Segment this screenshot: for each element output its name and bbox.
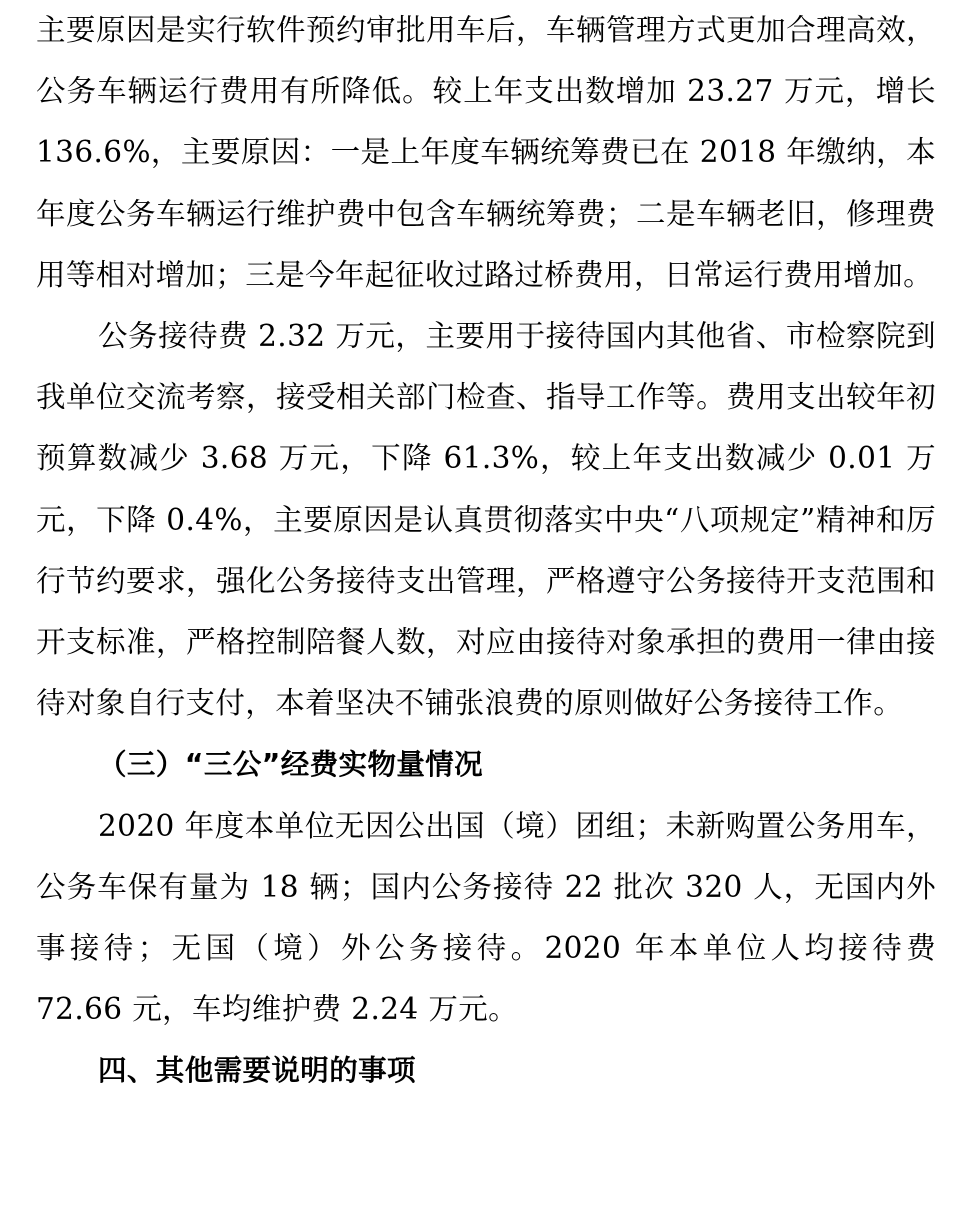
paragraph-reception-costs: 公务接待费 2.32 万元，主要用于接待国内其他省、市检察院到我单位交流考察，接受相关部门检查、指导工作等。费用支出较年初预算数减少 3.68 万元，下降 61.3%，较上年支出数减少 0.01 万元，下降 0.4%，主要原因是认真贯彻落实中央“八项规定”精神和厉行节约要求，强化公务接待支出管理，严格遵守公务接待开支范围和开支标准，严格控制陪餐人数，对应由接待对象承担的费用一律由接待对象自行支付，本着坚决不铺张浪费的原则做好公务接待工作。 [36, 319, 936, 721]
document-page [36, 0, 936, 1102]
paragraph-vehicle-costs: 主要原因是实行软件预约审批用车后，车辆管理方式更加合理高效，公务车辆运行费用有所降低。较上年支出数增加 23.27 万元，增长 136.6%，主要原因：一是上年度车辆统筹费已在 2018 年缴纳，本年度公务车辆运行维护费中包含车辆统筹费；二是车辆老旧，修理费用等相对增加；三是今年起征收过路过桥费用，日常运行费用增加。 [36, 13, 936, 292]
paragraph-physical-quantities: 2020 年度本单位无因公出国（境）团组；未新购置公务用车，公务车保有量为 18 辆；国内公务接待 22 批次 320 人，无国内外事接待；无国（境）外公务接待。2020 年本单位人均接待费 72.66 元，车均维护费 2.24 万元。 [36, 808, 936, 1027]
section-heading: 四、其他需要说明的事项 [98, 1054, 416, 1088]
section-subheading: （三）“三公”经费实物量情况 [98, 748, 484, 782]
